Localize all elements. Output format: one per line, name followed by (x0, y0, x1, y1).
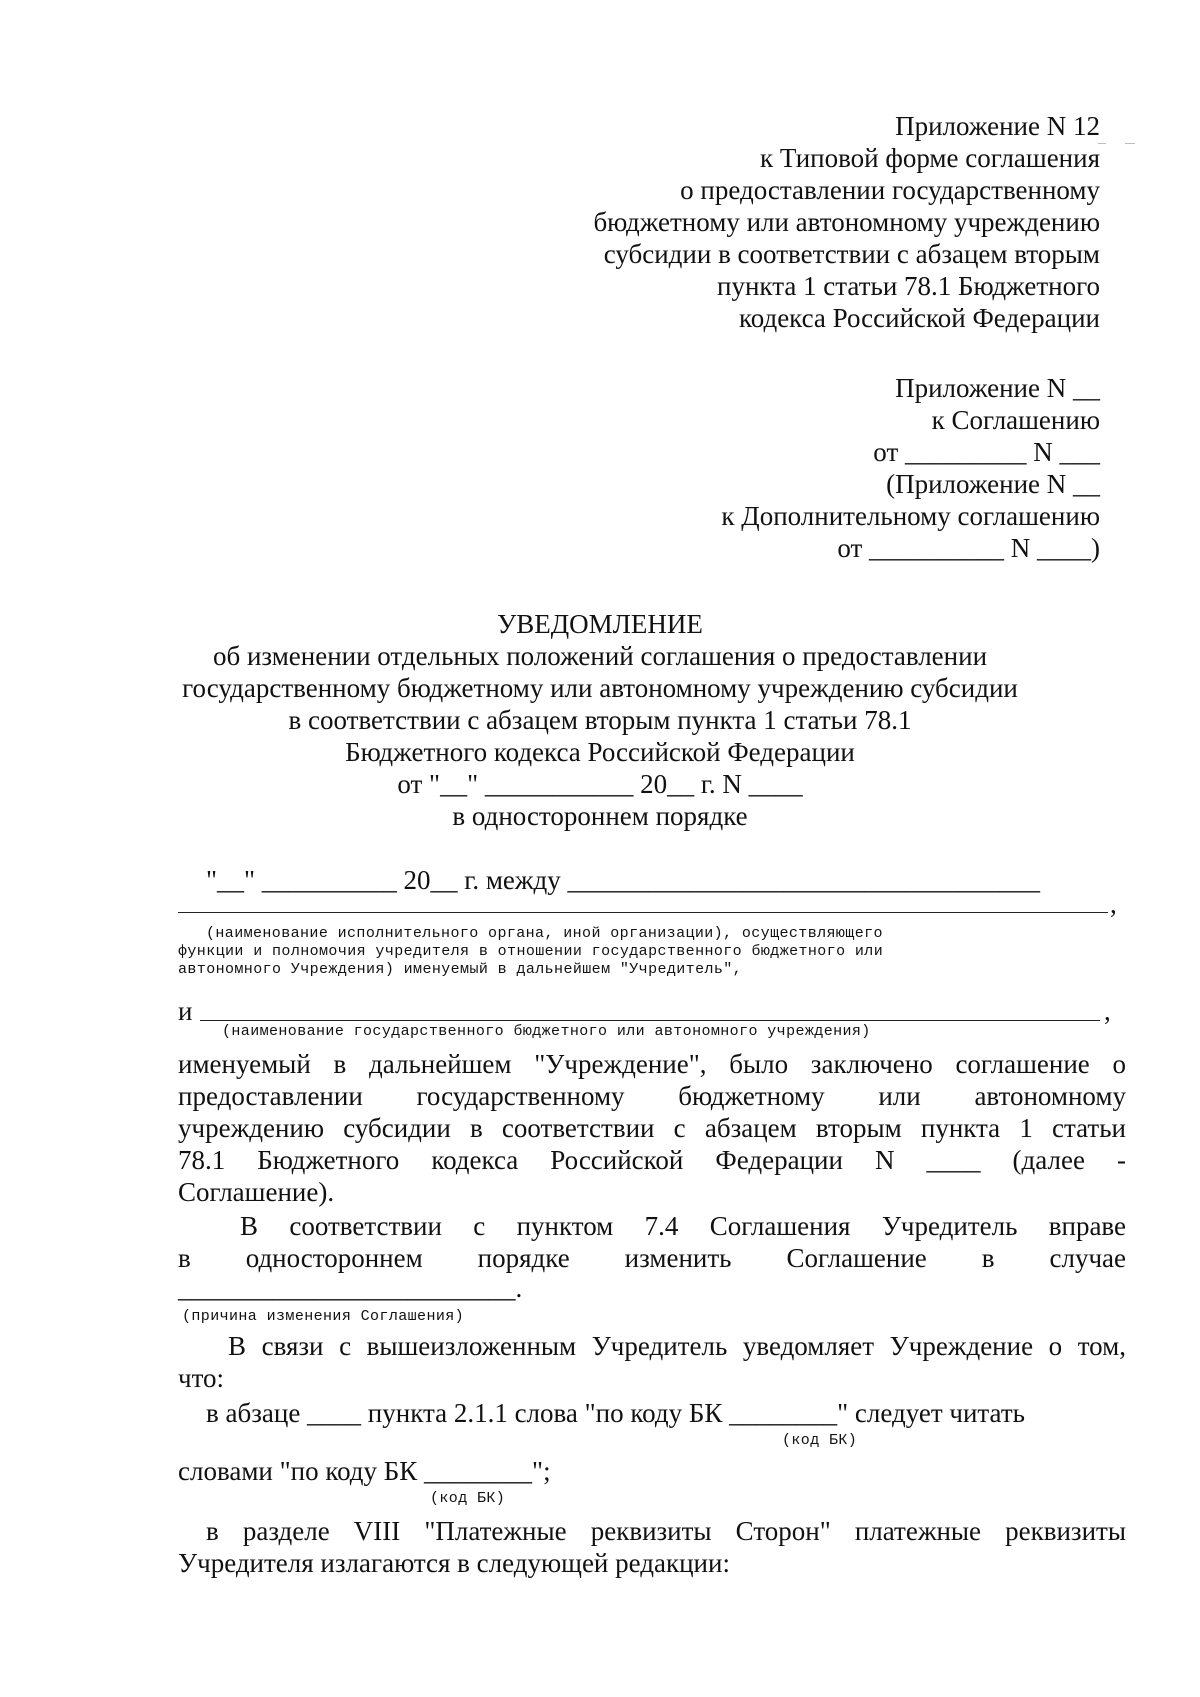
para-line: Учредителя излагаются в следующей редакции: (178, 1548, 730, 1578)
institution-note: (наименование государственного бюджетного или автономного учреждения) (222, 1023, 871, 1040)
para-line: В соответствии с пунктом 7.4 Соглашения Учредитель вправе (240, 1211, 1126, 1241)
code-note: (код БК) (782, 1432, 858, 1449)
header-line: о предоставлении государственному (680, 175, 1100, 205)
agreement-line: к Дополнительному соглашению (721, 501, 1100, 531)
reason-line: _________________________. (178, 1273, 523, 1303)
title-line: государственному бюджетному или автономному учреждению субсидии (182, 673, 1018, 703)
para-line: в разделе VIII "Платежные реквизиты Сторон" платежные реквизиты (206, 1516, 1126, 1546)
institution-line-comma: , (1104, 996, 1111, 1026)
paragraph-code-change: в абзаце ____ пункта 2.1.1 слова "по коду БК ________" следует читать (206, 1398, 1025, 1428)
paragraph-right (178, 1210, 1126, 1274)
header-line: Приложение N 12 (895, 111, 1100, 141)
reason-note: (причина изменения Соглашения) (182, 1308, 465, 1325)
para-line: учреждению субсидии в соответствии с абзацем вторым пункта 1 статьи (178, 1113, 1126, 1143)
notice-title (150, 608, 1050, 832)
paragraph-notice (178, 1330, 1126, 1394)
paragraph-code-words: словами "по коду БК ________"; (178, 1456, 551, 1486)
agreement-line: (Приложение N __ (886, 469, 1100, 499)
institution-name-line (200, 1020, 1100, 1021)
title-heading: УВЕДОМЛЕНИЕ (497, 609, 703, 639)
title-line: об изменении отдельных положений соглашения о предоставлении (212, 641, 988, 671)
para-line: именуемый в дальнейшем "Учреждение", было заключено соглашение о (178, 1049, 1126, 1079)
header-line: пункта 1 статьи 78.1 Бюджетного (717, 271, 1100, 301)
para-line: Соглашение). (178, 1177, 335, 1207)
title-line: в соответствии с абзацем вторым пункта 1 статьи 78.1 (288, 705, 912, 735)
title-line: в одностороннем порядке (452, 801, 748, 831)
title-line: от "__" ___________ 20__ г. N ____ (397, 769, 803, 799)
founder-line-comma: , (1110, 889, 1117, 919)
agreement-reference (500, 372, 1100, 564)
paragraph-requisites (178, 1515, 1126, 1579)
paragraph-agreement (178, 1048, 1126, 1208)
agreement-line: к Соглашению (931, 405, 1100, 435)
title-line: Бюджетного кодекса Российской Федерации (345, 737, 855, 767)
note-line: автономного Учреждения) именуемый в дальнейшем "Учредитель", (178, 961, 743, 978)
header-line: к Типовой форме соглашения (760, 143, 1100, 173)
founder-name-line (178, 912, 1108, 913)
note-line: функции и полномочия учредителя в отношении государственного бюджетного или (178, 943, 884, 960)
para-line: в одностороннем порядке изменить Соглашение в случае (178, 1243, 1126, 1273)
agreement-line: от __________ N ____) (837, 533, 1100, 563)
para-line: В связи с вышеизложенным Учредитель уведомляет Учреждение о том, (228, 1331, 1126, 1361)
header-line: субсидии в соответствии с абзацем вторым (603, 239, 1100, 269)
para-line: что: (178, 1363, 225, 1393)
appendix-header (400, 110, 1100, 334)
and-label: и (178, 996, 193, 1026)
para-line: 78.1 Бюджетного кодекса Российской Федерации N ____ (далее - (178, 1145, 1126, 1175)
scan-artifact (1125, 143, 1135, 144)
note-line: (наименование исполнительного органа, иной организации), осуществляющего (206, 925, 883, 942)
agreement-line: от _________ N ___ (873, 437, 1100, 467)
date-line: "__" __________ 20__ г. между ___________________________________ (206, 865, 1041, 895)
header-line: бюджетному или автономному учреждению (593, 207, 1100, 237)
para-line: предоставлении государственному бюджетному или автономному (178, 1081, 1126, 1111)
header-line: кодекса Российской Федерации (738, 303, 1100, 333)
code-note: (код БК) (430, 1490, 506, 1507)
agreement-line: Приложение N __ (895, 373, 1100, 403)
founder-note (178, 925, 1128, 979)
